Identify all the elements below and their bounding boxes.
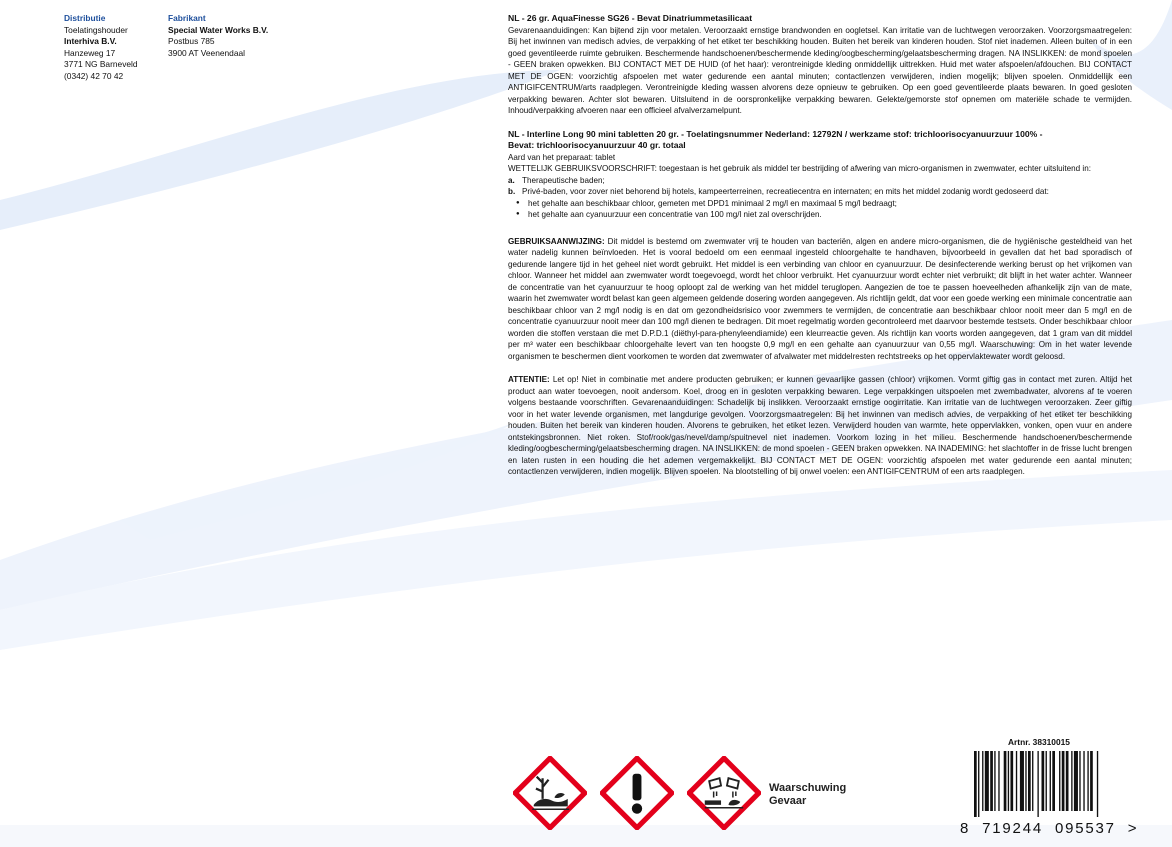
distributie-city: 3771 NG Barneveld	[64, 59, 138, 70]
section4-body: Let op! Niet in combinatie met andere producten gebruiken; er kunnen gevaarlijke gassen (chloor) vrijkomen. Vormt giftig gas in contact met zuren. Altijd het product aan water toevoegen, nooit andersom. Koel, droog en in gesloten verpakking bewaren. Lege verpakkingen uitspoelen met zwembadwater, alvorens af te voeren volgens bestaande voorschriften. Gevarenaanduidingen: Schadelijk bij inslikken. Veroorzaakt ernstige oogirritatie. Kan irritatie van de luchtwegen veroorzaken. Zeer giftig voor in het water levende organismen, met langdurige gevolgen. Voorzorgsmaatregelen: Bij het inwinnen van medisch advies, de verpakking of het etiket ter beschikking houden. Buiten het bereik van kinderen houden. Alvorens te gebruiken, het etiket lezen. Verwijderd houden van warmte, hete oppervlakken, vonken, open vuur en andere ontstekingsbronnen. Niet roken. Stof/rook/gas/nevel/damp/spuitnevel niet inademen. Voorkom lozing in het milieu. Beschermende handschoenen/beschermende kleding/oogbescherming/gelaatsbescherming dragen. NA INSLIKKEN: de mond spoelen - GEEN braken opwekken. NA INADEMING: het slachtoffer in de frisse lucht brengen en laten rusten in een houding die het ademen vergemakkelijkt. BIJ CONTACT MET DE OGEN: voorzichtig afspoelen met water gedurende een aantal minuten; contactlenzen verwijderen, indien mogelijk. Blijven spoelen. Na blootstelling of bij onwel voelen: een ANTIGIFCENTRUM of een arts raadplegen.	[508, 375, 1132, 476]
section2-title-2: Bevat: trichloorisocyanuurzuur 40 gr. totaal	[508, 140, 686, 150]
bullet-list	[508, 198, 1132, 221]
section2-wettelijk: WETTELIJK GEBRUIKSVOORSCHRIFT: toegestaan is het gebruik als middel ter bestrijding of afwering van micro-organismen in zwemwater, echter uitsluitend in:	[508, 164, 1091, 173]
section3-label: GEBRUIKSAANWIJZING:	[508, 236, 605, 246]
list-text-b: Privé-baden, voor zover niet behorend bij hotels, kampeerterreinen, recreatiecentra en internaten; en mits het middel zodanig wordt gedoseerd dat:	[522, 187, 1049, 196]
list-key-a: a.	[508, 175, 515, 185]
bullet-item-1: ● het gehalte aan beschikbaar chloor, gemeten met DPD1 minimaal 2 mg/l en maximaal 5 mg/l bedraagt;	[528, 198, 1132, 210]
distributie-street: Hanzeweg 17	[64, 47, 116, 58]
barcode-number	[960, 820, 1144, 837]
section1-title: NL - 26 gr. AquaFinesse SG26 - Bevat Dinatriummetasilicaat	[508, 13, 753, 23]
barcode-group-1: 719244	[982, 820, 1043, 837]
distributie-role: Toelatingshouder	[64, 24, 128, 35]
barcode-icon	[960, 751, 1136, 817]
signal-word-danger: Gevaar	[769, 795, 807, 807]
fabrikant-postbus: Postbus 785	[168, 36, 215, 47]
environment-icon	[513, 756, 587, 830]
corrosive-icon	[687, 756, 761, 830]
section2-title-1: NL - Interline Long 90 mini tabletten 20 gr. - Toelatingsnummer Nederland: 12792N / werkzame stof: trichloorisocyanuurzuur 100% -	[508, 128, 1043, 139]
main-text-column	[508, 13, 1132, 478]
section1-body: Gevarenaanduidingen: Kan bijtend zijn voor metalen. Veroorzaakt ernstige brandwonden en oogletsel. Kan irritatie van de luchtwegen veroorzaken. Voorzorgsmaatregelen: Bij het inwinnen van medisch advies, de verpakking of het etiket ter beschikking houden. Buiten het bereik van kinderen houden. Stof niet inademen. Alleen buiten of in een goed geventileerde ruimte gebruiken. Beschermende handschoenen/beschermende kleding/oogbescherming/gelaatsbescherming dragen. NA INSLIKKEN: de mond spoelen - GEEN braken opwekken. BIJ CONTACT MET DE HUID (of het haar): verontreinigde kleding onmiddellijk uittrekken. Huid met water afspoelen/afdouchen. BIJ CONTACT MET DE OGEN: voorzichtig afspoelen met water gedurende een aantal minuten; contactlenzen verwijderen, indien mogelijk; blijven spoelen. Onmiddellijk een ANTIGIFCENTRUM/arts raadplegen. Verontreinigde kleding wassen alvorens deze opnieuw te gebruiken. Op een goed geventileerde plaats bewaren. In goed gesloten verpakking bewaren. Achter slot bewaren. Uitsluitend in de oorspronkelijke verpakking bewaren. Gelekte/gemorste stof opnemen om materiële schade te vermijden. Inhoud/verpakking afvoeren naar een officieel afvalverzamelpunt.	[508, 25, 1132, 115]
signal-words	[769, 782, 846, 808]
fabrikant-block	[168, 13, 318, 59]
section4-label: ATTENTIE:	[508, 375, 550, 384]
bullet-item-2: ● het gehalte aan cyanuurzuur een concentratie van 100 mg/l niet zal overschrijden.	[528, 209, 1132, 221]
fabrikant-heading: Fabrikant	[168, 13, 206, 23]
distributie-company: Interhiva B.V.	[64, 36, 117, 47]
exclamation-icon	[600, 756, 674, 830]
fabrikant-company: Special Water Works B.V.	[168, 24, 269, 35]
section3-body: Dit middel is bestemd om zwemwater vrij te houden van bacteriën, algen en andere micro-organismen, die de hygiënische gesteldheid van het water nadelig kunnen beïnvloeden. Het is vooral bedoeld om een eenmaal ingesteld chloorgehalte te handhaven, bijvoorbeeld in gevallen dat het bad sporadisch of gedurende langere tijd in het geheel niet wordt gebruikt. Het middel is een verbinding van chloor en cyanuurzuur. De desinfecterende werking berust op het vrijkomen van chloor. Wanneer het middel aan zwemwater wordt toegevoegd, wordt het chloor verbruikt. Het cyanuurzuur wordt echter niet verbruikt; dit blijft in het water achter. Wanneer de concentratie van het cyanuurzuur te hoog oploopt zal de werking van het middel teruglopen. Aangezien de toe te passen hoeveelheden afhankelijk zijn van de mate, waarin het zwemwater wordt belast kan geen algemeen geldende dosering worden aangegeven. Als richtlijn geldt, dat voor een goede werking een minimale concentratie aan beschikbaar chloor van 2 mg/l nodig is en dat om gezondheidsrisico voor zwemmers te vermijden, de concentratie aan beschikbaar chloor nooit meer dan 5 mg/l en de concentratie cyanuurzuur nooit meer dan 100 mg/l dienen te bedragen. Dit moet regelmatig worden gecontroleerd met daarvoor bestemde testsets. Onder beschikbaar chloor worden die stoffen verstaan die met D.P.D.1 (diëthyl-para-phenyleendiamide) een kleurreactie geven. Als richtlijn kan voorts worden aangegeven, dat 1 gram van dit middel per m³ water een beschikbaar chloorgehalte levert van ten hoogste 0,9 mg/l en een gehalte aan cyanuurzuur van 0,55 mg/l. Waarschuwing: Om in het water levende organismen te beschermen dient voorkomen te worden dat zwemwater of afvalwater met middelresten rechtstreeks op het oppervlaktewater wordt geloosd.	[508, 236, 1132, 361]
list-text-a: Therapeutische baden;	[522, 175, 605, 185]
signal-word-warning: Waarschuwing	[769, 782, 847, 794]
article-number: Artnr. 38310015	[1008, 737, 1070, 747]
distributie-block	[64, 13, 164, 83]
list-key-b: b.	[508, 187, 516, 196]
section2-aard: Aard van het preparaat: tablet	[508, 152, 616, 162]
list-item-b	[508, 186, 1132, 198]
section3-paragraph	[508, 236, 1132, 363]
barcode-group-2: 095537	[1054, 820, 1116, 837]
section4-paragraph	[508, 374, 1132, 478]
fabrikant-city: 3900 AT Veenendaal	[168, 47, 245, 58]
barcode-digit-first: 8	[960, 820, 971, 837]
distributie-heading: Distributie	[64, 13, 106, 23]
barcode-arrow: >	[1127, 820, 1139, 837]
distributie-phone: (0342) 42 70 42	[64, 70, 124, 81]
list-item-a	[508, 175, 1132, 187]
